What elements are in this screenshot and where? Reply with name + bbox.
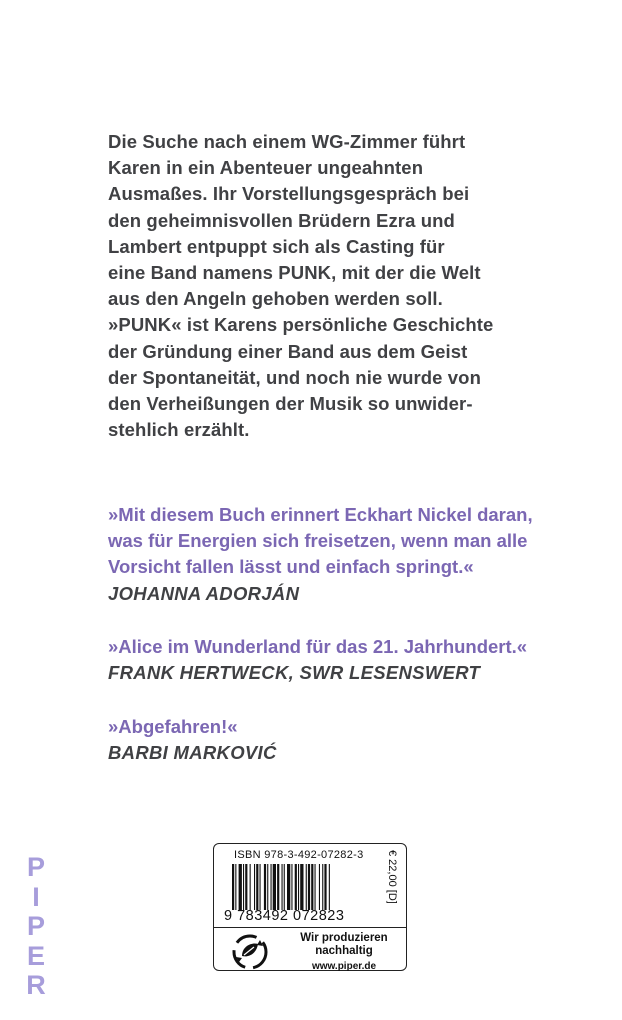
isbn-label: ISBN 978-3-492-07282-3 (234, 849, 364, 861)
barcode-bar (250, 864, 251, 910)
logo-letter: I (32, 881, 40, 912)
description-line: Lambert entpuppt sich als Casting für (108, 235, 445, 257)
divider (214, 927, 406, 928)
description-line: Die Suche nach einem WG-Zimmer führt (108, 131, 466, 152)
barcode-bar (239, 864, 242, 910)
description-line: »PUNK« ist Karens persönliche Geschichte (108, 314, 494, 336)
barcode-bar (300, 864, 303, 910)
logo-letter: E (26, 940, 45, 971)
recycle-leaf-icon (230, 932, 270, 972)
description-line: aus den Angeln gehoben werden soll. (108, 288, 443, 310)
description-line: stehlich erzählt. (108, 419, 250, 441)
barcode-bar (284, 864, 285, 910)
logo-letter: P (26, 852, 45, 882)
barcode-bar (322, 864, 323, 910)
price-label: € 22,00 [D] (386, 850, 398, 904)
barcode-bar (245, 864, 247, 910)
quote-line: Vorsicht fallen lässt und einfach springt.« (108, 556, 474, 578)
eco-line: Wir produzieren (300, 932, 388, 944)
description-line: den geheimnisvollen Brüdern Ezra und (108, 209, 455, 231)
barcode-bar (260, 864, 261, 910)
publisher-url: www.piper.de (311, 961, 377, 972)
quote-author: BARBI MARKOVIĆ (108, 742, 277, 764)
barcode-bar (282, 864, 283, 910)
barcode-bar (254, 864, 255, 910)
barcode-bar (264, 864, 266, 910)
eco-line: nachhaltig (315, 945, 373, 957)
quote-text (108, 634, 568, 660)
review-quote-adorjan (108, 502, 568, 607)
quote-text (108, 502, 568, 581)
barcode-bar (298, 864, 299, 910)
barcode-bar (308, 864, 310, 910)
barcode-bar (319, 864, 320, 910)
description-line: den Verheißungen der Musik so unwider- (108, 393, 473, 415)
barcode-box (213, 843, 407, 971)
barcode-bar (287, 864, 290, 910)
logo-letter: P (26, 911, 45, 941)
quote-author: FRANK HERTWECK, SWR LESENSWERT (108, 662, 481, 684)
quote-line: »Abgefahren!« (108, 716, 238, 737)
description-line: der Gründung einer Band aus dem Geist (108, 340, 468, 362)
description-line: eine Band namens PUNK, mit der die Welt (108, 262, 481, 284)
barcode-bar (235, 864, 236, 910)
barcode-bar (277, 864, 279, 910)
barcode-bar (291, 864, 292, 910)
book-description (108, 129, 528, 443)
description-line: Ausmaßes. Ihr Vorstellungsgespräch bei (108, 183, 470, 205)
barcode-bar (243, 864, 244, 910)
barcode-image (232, 864, 382, 910)
barcode-bar (232, 864, 234, 910)
quote-text (108, 714, 568, 740)
ean-digits: 9 783492 072823 (224, 908, 345, 924)
logo-letter: R (26, 970, 46, 1000)
barcode-bar (311, 864, 313, 910)
review-quote-markovic (108, 714, 568, 766)
quote-line: was für Energien sich freisetzen, wenn man alle (108, 530, 528, 552)
eco-statement (294, 932, 394, 973)
barcode-bar (329, 864, 330, 910)
barcode-bar (271, 864, 272, 910)
quote-author: JOHANNA ADORJÁN (108, 582, 300, 604)
barcode-bar (324, 864, 326, 910)
description-line: Karen in ein Abenteuer ungeahnten (108, 157, 424, 179)
barcode-bar (256, 864, 258, 910)
barcode-bar (295, 864, 297, 910)
review-quote-hertweck (108, 634, 568, 686)
quote-line: »Mit diesem Buch erinnert Eckhart Nickel daran, (108, 504, 533, 525)
barcode-bar (315, 864, 316, 910)
barcode-bar (306, 864, 307, 910)
barcode-bar (273, 864, 276, 910)
description-line: der Spontaneität, und noch nie wurde von (108, 366, 481, 388)
quote-line: »Alice im Wunderland für das 21. Jahrhundert.« (108, 636, 528, 657)
publisher-logo (16, 853, 56, 1001)
barcode-bar (267, 864, 268, 910)
